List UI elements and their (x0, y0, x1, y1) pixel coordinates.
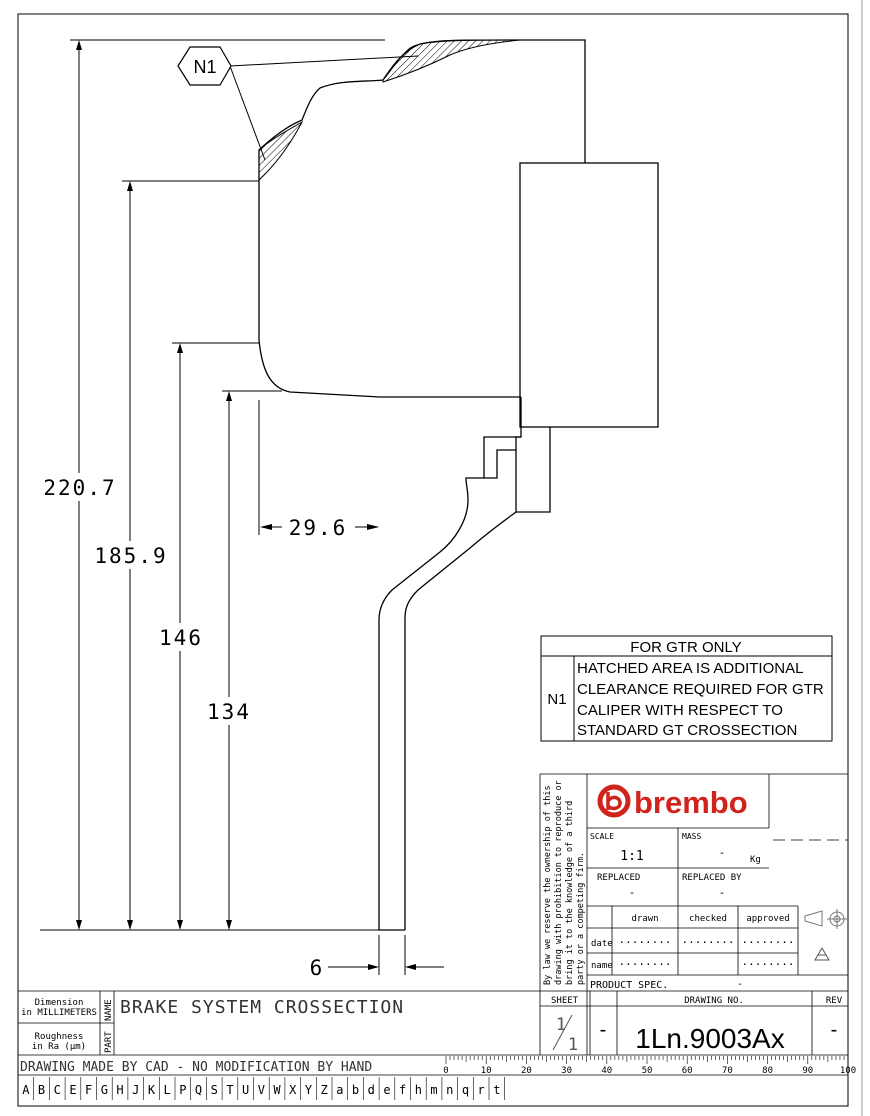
gauge-letter: f (399, 1083, 407, 1097)
scale-value: 1:1 (620, 849, 644, 864)
gauge-letter: b (351, 1083, 360, 1097)
n1-tag-label: N1 (193, 57, 217, 77)
note-line-4: STANDARD GT CROSSECTION (577, 722, 798, 739)
date-drawn-dots: ........ (618, 933, 672, 946)
part-name: BRAKE SYSTEM CROSSECTION (120, 997, 405, 1018)
brembo-logo (600, 785, 748, 820)
note-box-title: FOR GTR ONLY (630, 639, 742, 656)
ruler-tick-label: 60 (681, 1066, 693, 1076)
ruler-tick-label: 90 (802, 1066, 814, 1076)
roughness-label-1: Roughness (34, 1032, 84, 1042)
gauge-letter: U (242, 1083, 250, 1097)
replaced-by-label: REPLACED BY (682, 873, 742, 883)
col-approved: approved (746, 914, 790, 924)
gauge-letter: F (85, 1083, 93, 1097)
gauge-letter: t (493, 1083, 501, 1097)
part-vertical-label: PART (104, 1031, 114, 1053)
ruler-tick-label: 40 (601, 1066, 613, 1076)
dimension-unit-label-2: in MILLIMETERS (21, 1008, 97, 1018)
profile-steps-outer (484, 427, 550, 512)
gauge-letter: m (430, 1083, 438, 1097)
sheet-number: 1 (555, 1015, 567, 1035)
gauge-letter: P (179, 1083, 187, 1097)
col-checked: checked (689, 914, 727, 924)
dimension-thickness: 6 (309, 956, 323, 980)
date-approved-dots: ........ (741, 933, 795, 946)
scale-ruler (443, 1056, 856, 1076)
replaced-value: - (628, 886, 636, 899)
mass-unit: Kg (750, 855, 761, 865)
gauge-letter: V (257, 1083, 265, 1097)
row-name: name (591, 961, 613, 971)
gauge-letter: d (367, 1083, 375, 1097)
gauge-letter: G (100, 1083, 108, 1097)
product-spec-label: PRODUCT SPEC. (590, 980, 669, 991)
rev-label: REV (825, 996, 843, 1006)
ruler-tick-label: 50 (641, 1066, 653, 1076)
gauge-letter: A (22, 1083, 30, 1097)
product-spec-value: - (736, 979, 744, 990)
replaced-label: REPLACED (597, 873, 641, 883)
dimension-height-1: 185.9 (94, 544, 168, 568)
ruler-tick-label: 0 (443, 1066, 449, 1076)
hatched-area-top (383, 40, 520, 82)
legal-notice (543, 780, 586, 985)
ruler-tick-label: 70 (721, 1066, 733, 1076)
gauge-letter: J (132, 1083, 140, 1097)
gauge-letter: C (53, 1083, 61, 1097)
ruler-tick-label: 10 (480, 1066, 492, 1076)
gauge-letter: L (163, 1083, 171, 1097)
gauge-letter: T (226, 1083, 234, 1097)
scale-label: SCALE (590, 832, 615, 841)
date-checked-dots: ........ (681, 933, 735, 946)
legal-line-1: By law we reserve the ownership of this (543, 785, 553, 985)
gauge-letter: Z (320, 1083, 328, 1097)
caliper-block (520, 163, 658, 427)
drawing-number: 1Ln.9003Ax (635, 1023, 785, 1054)
profile-steps (379, 397, 521, 930)
gauge-letter: Y (304, 1083, 313, 1097)
revision-triangle-icon (815, 948, 829, 960)
ruler-tick-label: 80 (762, 1066, 774, 1076)
projection-symbol-icon (805, 909, 848, 929)
name-vertical-label: NAME (104, 999, 114, 1021)
gauge-letter: a (336, 1083, 344, 1097)
legal-line-2: drawing with prohibition to reproduce or (554, 780, 564, 985)
gauge-letter: q (461, 1083, 470, 1097)
sheet-dash: - (599, 1019, 607, 1041)
mass-label: MASS (682, 832, 702, 841)
gauge-letter: e (383, 1083, 391, 1097)
legal-line-3: bring it to the knowledge of a third (565, 800, 575, 985)
gauge-letter: K (147, 1083, 156, 1097)
gauge-letter: r (477, 1083, 485, 1097)
dimension-lines (40, 40, 444, 975)
gauge-letter: X (289, 1083, 297, 1097)
ruler-tick-label: 30 (561, 1066, 573, 1076)
brand-name: brembo (634, 785, 748, 820)
gauge-letter: h (414, 1083, 422, 1097)
profile-inner-wall (259, 180, 521, 397)
gauge-letter: S (210, 1083, 218, 1097)
name-approved-dots: ........ (741, 955, 795, 968)
dimension-height-3: 134 (207, 700, 251, 724)
disc-inner-edge (405, 512, 516, 930)
gauge-letter: B (37, 1083, 46, 1097)
legal-line-4: party or a competing firm. (576, 851, 586, 985)
note-line-3: CALIPER WITH RESPECT TO (577, 702, 783, 719)
gauge-letter: Q (194, 1083, 203, 1097)
letter-gauge-row (22, 1077, 504, 1100)
col-drawn: drawn (631, 914, 659, 924)
gauge-letter: W (273, 1083, 281, 1097)
note-line-2: CLEARANCE REQUIRED FOR GTR (577, 681, 824, 698)
gauge-letter: n (446, 1083, 454, 1097)
ruler-tick-label: 20 (520, 1066, 532, 1076)
rev-value: - (830, 1019, 838, 1041)
mass-value: - (718, 846, 726, 859)
dimension-height-2: 146 (159, 626, 203, 650)
gauge-letter: E (69, 1083, 77, 1097)
cad-note: DRAWING MADE BY CAD - NO MODIFICATION BY HAND (20, 1060, 373, 1075)
ruler-tick-label: 100 (839, 1066, 857, 1076)
note-line-1: HATCHED AREA IS ADDITIONAL (577, 660, 804, 677)
gauge-letter: H (116, 1083, 124, 1097)
dimension-overall-height: 220.7 (43, 476, 117, 500)
roughness-label-2: in Ra (μm) (31, 1042, 87, 1052)
name-drawn-dots: ........ (618, 955, 672, 968)
sheet-label: SHEET (551, 996, 579, 1006)
sheet-total: 1 (567, 1035, 579, 1055)
replaced-by-value: - (718, 886, 726, 899)
note-box-tag: N1 (547, 691, 567, 708)
dimension-unit-label-1: Dimension (34, 998, 84, 1008)
hatched-area-left (259, 122, 302, 180)
dimension-offset: 29.6 (288, 516, 348, 540)
row-date: date (591, 939, 613, 949)
dimension-arrows (76, 40, 416, 970)
drawing-no-label: DRAWING NO. (684, 996, 744, 1006)
